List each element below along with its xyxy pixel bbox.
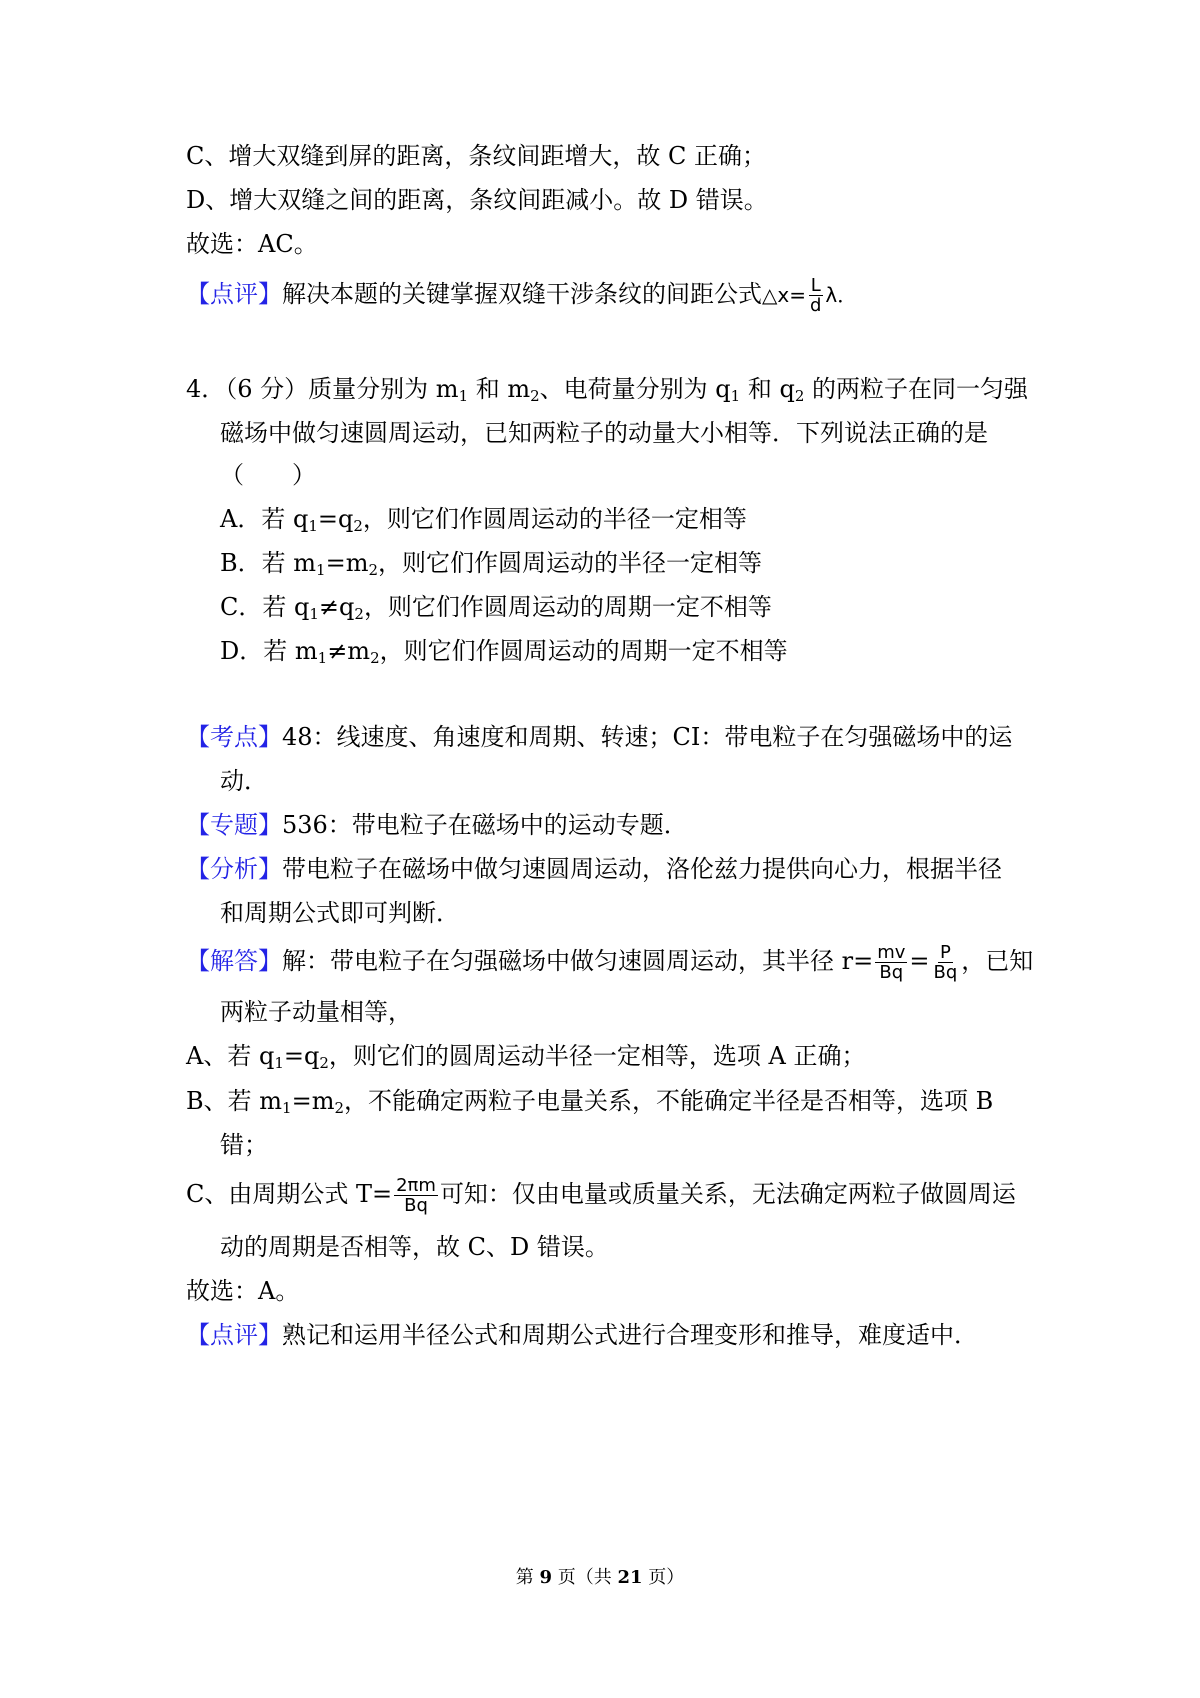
text: =q [283, 1042, 320, 1070]
subscript: 1 [317, 649, 328, 667]
text: （ ） [220, 461, 316, 489]
subscript: 2 [530, 387, 540, 405]
formula-fraction [808, 276, 823, 315]
text: ，则它们的圆周运动半径一定相等，选项 A 正确； [328, 1042, 866, 1070]
subscript: 1 [458, 387, 469, 405]
q4-option-a [220, 504, 747, 534]
solution-c [186, 1176, 1016, 1215]
subscript: 2 [353, 517, 363, 535]
kaodian-tag: 【考点】 [186, 723, 282, 751]
q4-option-b [220, 548, 762, 578]
subscript: 2 [334, 1099, 344, 1117]
q4-review [186, 1320, 978, 1350]
text: 和周期公式即可判断． [220, 899, 460, 927]
q4-stem-line1 [186, 374, 1028, 404]
text: B．若 m [220, 549, 317, 577]
subscript: 1 [308, 517, 318, 535]
text: A．若 q [220, 505, 309, 533]
solution-b [186, 1086, 993, 1116]
text: 页） [642, 1567, 685, 1588]
text: 两粒子动量相等， [220, 998, 412, 1026]
text: ，则它们作圆周运动的半径一定相等 [378, 549, 762, 577]
text: 可知：仅由电量或质量关系，无法确定两粒子做圆周运 [439, 1180, 1016, 1208]
fraction-numerator: 2πm [396, 1175, 436, 1196]
zhuanti-text: 536：带电粒子在磁场中的运动专题． [282, 811, 688, 839]
fenxi-text: 带电粒子在磁场中做匀速圆周运动，洛伦兹力提供向心力，根据半径 [282, 855, 1002, 883]
review-text: 熟记和运用半径公式和周期公式进行合理变形和推导，难度适中． [282, 1321, 978, 1349]
text: C、增大双缝到屏的距离，条纹间距增大，故 C 正确； [186, 142, 766, 170]
subscript: 1 [274, 1054, 284, 1072]
text: =q [317, 505, 354, 533]
text: B、若 m [186, 1087, 283, 1115]
text: 故选：AC。 [186, 230, 318, 258]
text: ，不能确定两粒子电量关系，不能确定半径是否相等，选项 B [344, 1087, 994, 1115]
total-pages: 21 [617, 1567, 643, 1588]
text: ≠m [327, 637, 371, 665]
text: =m [325, 549, 369, 577]
subscript: 1 [730, 387, 741, 405]
subscript: 2 [319, 1054, 329, 1072]
kaodian-line [186, 722, 1012, 752]
q4-option-d [220, 636, 788, 666]
review-tag: 【点评】 [186, 280, 282, 308]
fraction-denominator: d [809, 295, 822, 316]
q4-stem-line2 [220, 418, 988, 448]
jieda-cont [220, 997, 412, 1027]
text: C、由周期公式 T= [186, 1180, 393, 1208]
q3-answer [186, 229, 318, 259]
radius-fraction-1 [875, 943, 907, 982]
jieda-text: 解：带电粒子在匀强磁场中做匀速圆周运动，其半径 r= [282, 947, 874, 975]
q3-review [186, 276, 857, 315]
q4-answer [186, 1276, 299, 1306]
text: 和 m [468, 375, 531, 403]
kaodian-text: 48：线速度、角速度和周期、转速；CI：带电粒子在匀强磁场中的运 [282, 723, 1013, 751]
text: ，已知 [961, 947, 1034, 975]
q3-option-d-explanation [186, 185, 768, 215]
text: 磁场中做匀速圆周运动，已知两粒子的动量大小相等．下列说法正确的是 [220, 419, 988, 447]
kaodian-cont [220, 766, 268, 796]
q3-option-c-explanation [186, 141, 766, 171]
text: 动的周期是否相等，故 C、D 错误。 [220, 1233, 609, 1261]
text: ，则它们作圆周运动的周期一定不相等 [363, 593, 772, 621]
fenxi-tag: 【分析】 [186, 855, 282, 883]
text: ≠q [318, 593, 355, 621]
jieda-line [186, 943, 1033, 982]
subscript: 1 [316, 561, 326, 579]
formula-rhs: λ． [825, 283, 858, 307]
formula-lhs: △x= [762, 283, 806, 307]
period-fraction [394, 1176, 438, 1215]
fraction-numerator: P [939, 942, 951, 963]
fraction-numerator: L [810, 275, 821, 296]
zhuanti-line [186, 810, 688, 840]
subscript: 1 [282, 1099, 292, 1117]
subscript: 2 [354, 605, 364, 623]
text: 故选：A。 [186, 1277, 300, 1305]
fraction-denominator: Bq [933, 962, 958, 983]
text: =m [291, 1087, 335, 1115]
fraction-numerator: mv [877, 942, 906, 963]
review-text: 解决本题的关键掌握双缝干涉条纹的间距公式 [282, 280, 762, 308]
subscript: 2 [794, 387, 805, 405]
q4-option-c [220, 592, 772, 622]
fraction-denominator: Bq [879, 962, 904, 983]
fraction-denominator: Bq [404, 1195, 428, 1216]
text: ，则它们作圆周运动的半径一定相等 [362, 505, 747, 533]
text: D．若 m [220, 637, 318, 665]
q4-stem-line3 [220, 460, 316, 490]
text: A、若 q [186, 1042, 275, 1070]
subscript: 2 [370, 649, 380, 667]
solution-b-cont [220, 1130, 268, 1160]
subscript: 2 [368, 561, 378, 579]
text: 、电荷量分别为 q [539, 375, 731, 403]
subscript: 1 [309, 605, 319, 623]
page-footer [0, 1566, 1200, 1590]
solution-a [186, 1041, 866, 1071]
fenxi-cont [220, 898, 460, 928]
page-number: 9 [539, 1567, 552, 1588]
text: C．若 q [220, 593, 310, 621]
text: 的两粒子在同一匀强 [804, 375, 1029, 403]
text: D、增大双缝之间的距离，条纹间距减小。故 D 错误。 [186, 186, 768, 214]
fenxi-line [186, 854, 1002, 884]
text: 错； [220, 1131, 268, 1159]
equals-sign: = [909, 947, 930, 975]
solution-c-cont [220, 1232, 609, 1262]
text: 页（共 [552, 1567, 618, 1588]
text: 第 [515, 1567, 540, 1588]
text: 4．（6 分）质量分别为 m [186, 375, 459, 403]
text: ，则它们作圆周运动的周期一定不相等 [379, 637, 788, 665]
text: 动． [220, 767, 268, 795]
jieda-tag: 【解答】 [186, 947, 282, 975]
review-tag: 【点评】 [186, 1321, 282, 1349]
zhuanti-tag: 【专题】 [186, 811, 282, 839]
radius-fraction-2 [932, 943, 960, 982]
text: 和 q [740, 375, 795, 403]
